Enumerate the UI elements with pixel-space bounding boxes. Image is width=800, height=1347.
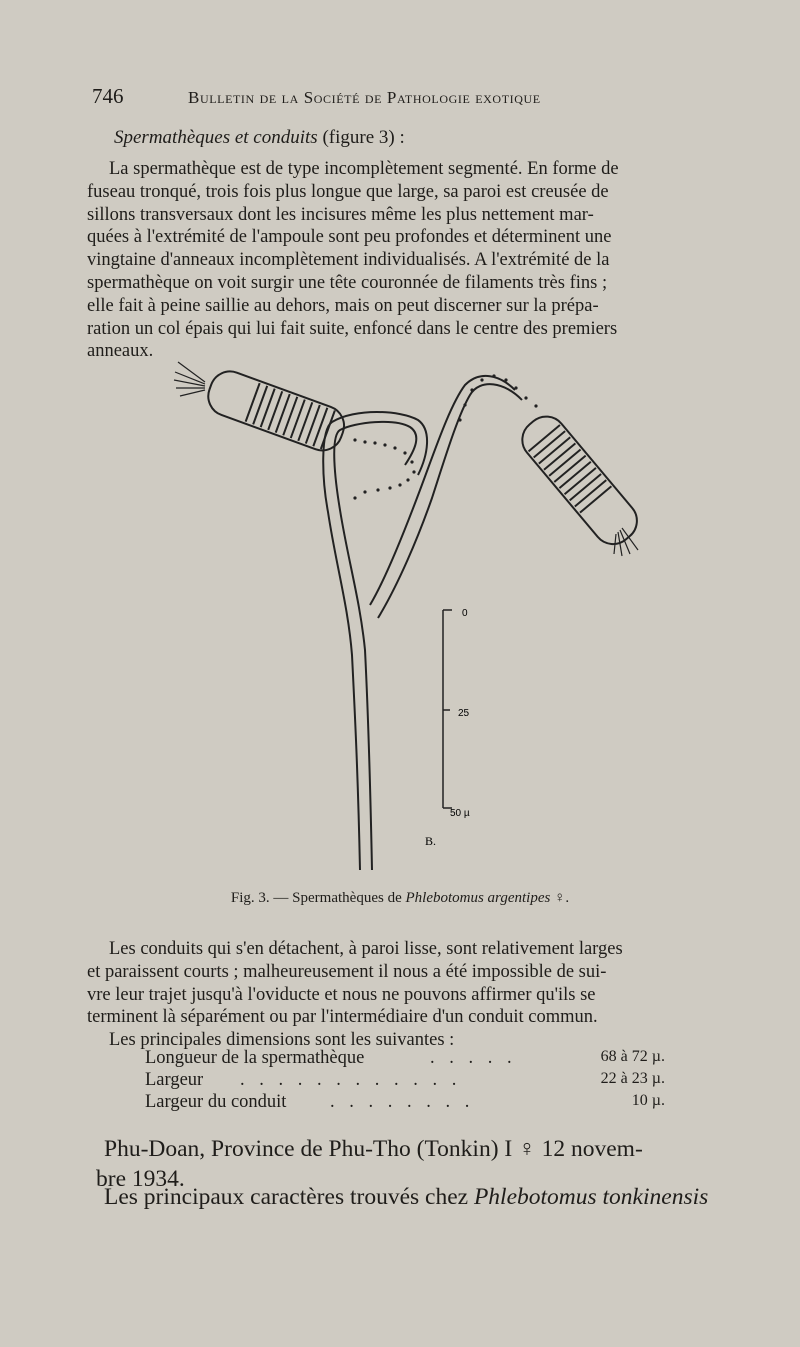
left-duct-inner xyxy=(323,412,427,870)
text-line: bre 1934. xyxy=(96,1166,185,1192)
duct-dots xyxy=(353,374,537,499)
text-line: et paraissent courts ; malheureusement il nous a été impossible de sui- xyxy=(87,961,607,982)
right-duct xyxy=(370,376,515,605)
dimension-value: 22 à 23 µ. xyxy=(600,1070,665,1087)
dimension-leader: . . . . . . . . . . . . xyxy=(240,1070,462,1090)
text-line: fuseau tronqué, trois fois plus longue que large, sa paroi est creusée de xyxy=(87,181,609,202)
section-title xyxy=(114,127,405,149)
characters-paragraph xyxy=(104,1182,744,1212)
dimension-label: Largeur xyxy=(145,1070,204,1090)
left-filaments xyxy=(174,362,205,396)
species-name: Phlebotomus tonkinensis xyxy=(473,1184,709,1210)
scale-bar xyxy=(443,610,452,808)
paragraph-ducts xyxy=(87,938,729,1052)
text-line: vingtaine d'anneaux incomplètement individualisés. A l'extrémité de la xyxy=(87,250,610,271)
dimension-value: 10 µ. xyxy=(631,1092,665,1109)
figure-caption xyxy=(0,890,800,907)
dimension-leader: . . . . . xyxy=(430,1048,517,1068)
caption-species: Phlebotomus argentipes xyxy=(405,890,551,906)
artist-signature: B. xyxy=(425,834,437,848)
scale-label-0: 0 xyxy=(462,608,468,619)
text-line: quées à l'extrémité de l'ampoule sont peu profondes et déterminent une xyxy=(87,227,612,248)
text-line: anneaux. xyxy=(87,341,154,362)
text-line: elle fait à peine saillie au dehors, mais on peut discerner sur la prépa- xyxy=(87,295,599,316)
text-line: spermathèque on voit surgir une tête couronnée de filaments très fins ; xyxy=(87,272,608,293)
text-line: Les principales dimensions sont les suivantes : xyxy=(109,1030,455,1051)
dimensions-table xyxy=(145,1048,685,1114)
dimension-leader: . . . . . . . . xyxy=(330,1092,475,1112)
left-spermatheca xyxy=(203,366,350,456)
left-duct xyxy=(334,422,416,870)
text-line: Phu-Doan, Province de Phu-Tho (Tonkin) I ♀ 12 novem- xyxy=(104,1136,643,1162)
text-line: sillons transversaux dont les incisures même les plus nettement mar- xyxy=(87,204,594,225)
scale-label-25: 25 xyxy=(458,708,470,719)
text-line: Les principaux caractères trouvés chez xyxy=(104,1184,469,1210)
dimension-row xyxy=(145,1092,685,1114)
right-duct-inner xyxy=(378,384,522,618)
dimension-row xyxy=(145,1048,685,1070)
dimension-row xyxy=(145,1070,685,1092)
right-spermatheca xyxy=(514,408,645,552)
scale-label-50: 50 µ xyxy=(450,808,470,819)
page-number: 746 xyxy=(92,84,124,108)
text-line: La spermathèque est de type incomplètement segmenté. En forme de xyxy=(109,159,619,179)
dimension-value: 68 à 72 µ. xyxy=(600,1048,665,1065)
text-line: vre leur trajet jusqu'à l'oviducte et nous ne pouvons affirmer qu'ils se xyxy=(87,984,596,1005)
dimension-label: Longueur de la spermathèque xyxy=(145,1048,365,1068)
dimension-label: Largeur du conduit xyxy=(145,1092,287,1112)
text-line: terminent là séparément ou par l'intermédiaire d'un conduit commun. xyxy=(87,1007,598,1028)
caption-sex: ♀. xyxy=(554,890,570,906)
text-line: Les conduits qui s'en détachent, à paroi lisse, sont relativement larges xyxy=(109,939,623,959)
running-head: Bulletin de la Société de Pathologie exotique xyxy=(188,88,541,107)
spermatheca-figure xyxy=(160,350,680,880)
text-line: ration un col épais qui lui fait suite, enfoncé dans le centre des premiers xyxy=(87,318,618,339)
figure-reference: (figure 3) : xyxy=(322,127,405,148)
paragraph-spermatheca xyxy=(87,158,729,363)
section-title-text: Spermathèques et conduits xyxy=(114,127,318,148)
caption-prefix: Fig. 3. — Spermathèques de xyxy=(230,890,402,906)
page-header xyxy=(92,84,737,112)
